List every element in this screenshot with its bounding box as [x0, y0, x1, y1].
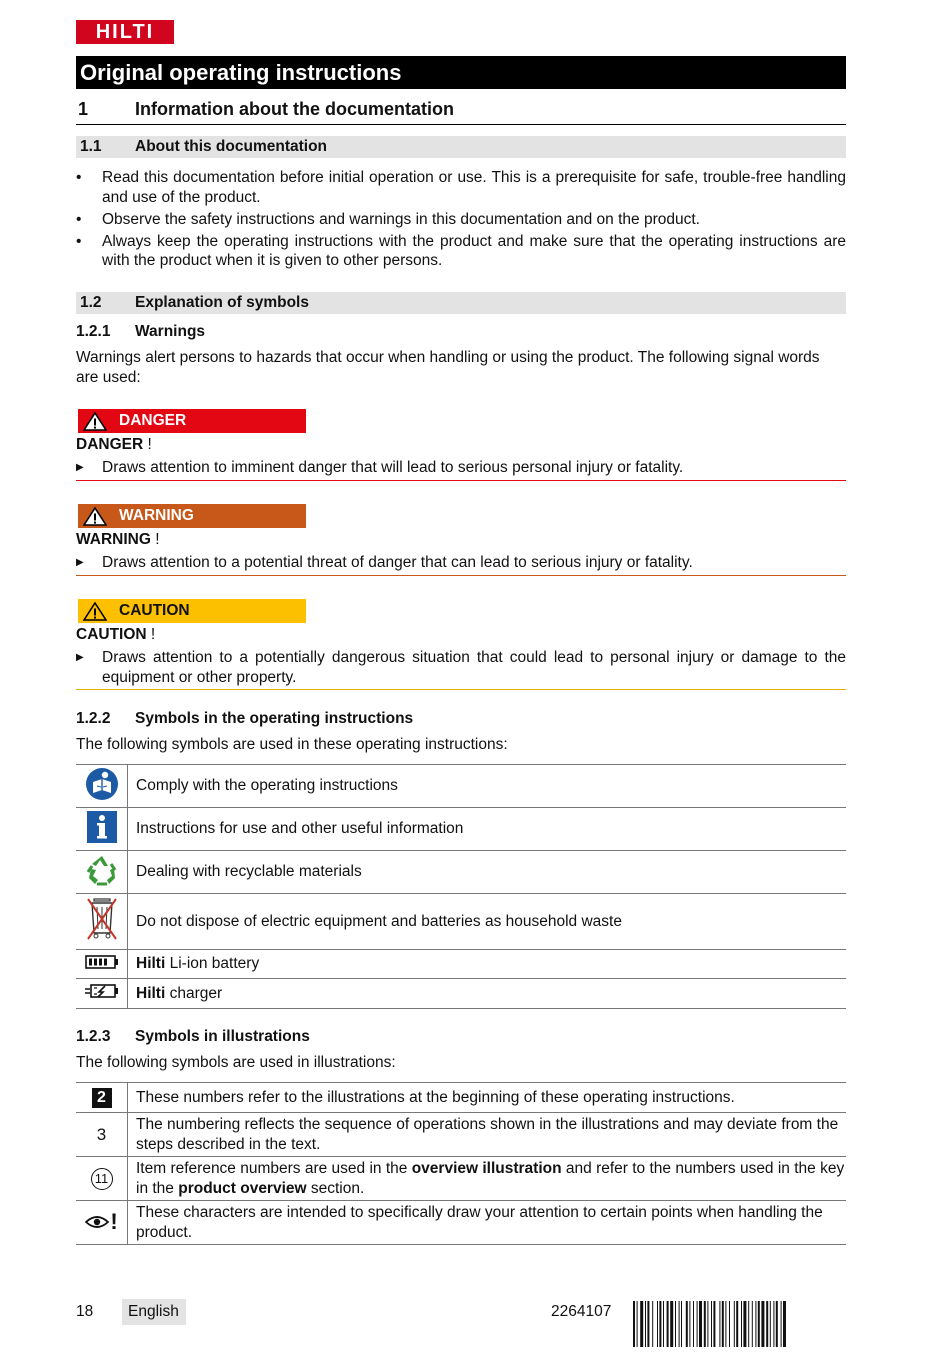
- danger-label: DANGER: [119, 412, 187, 429]
- symbols-table: [76, 764, 846, 1009]
- warning-label-box: [78, 504, 306, 528]
- danger-signal-word: [76, 436, 152, 454]
- list-item: • Observe the safety instructions and warnings in this documentation and on the product.: [76, 210, 846, 230]
- danger-label-box: [78, 409, 306, 433]
- section-number: 1.2.1: [76, 323, 111, 340]
- section-title: About this documentation: [135, 138, 328, 155]
- symbol-description: Dealing with recyclable materials: [128, 851, 847, 894]
- section-1-2-1-heading: [76, 323, 846, 343]
- caution-rule: [76, 689, 846, 690]
- signal-word: CAUTION: [76, 626, 147, 643]
- table-row: [76, 950, 846, 979]
- symbol-cell: [76, 894, 128, 950]
- exclamation: !: [143, 436, 152, 453]
- section-number: 1.2.2: [76, 710, 111, 727]
- section-1-2-2-heading: [76, 710, 846, 730]
- warning-rule: [76, 575, 846, 576]
- section-1-2-3-heading: [76, 1028, 846, 1048]
- illustration-symbols-intro: The following symbols are used in illustrations:: [76, 1054, 396, 1071]
- section-title: Information about the documentation: [135, 99, 454, 119]
- table-row: [76, 851, 846, 894]
- danger-rule: [76, 480, 846, 481]
- description-text: Draws attention to a potential threat of danger that can lead to serious injury or fatality.: [102, 554, 693, 571]
- warning-description: [76, 553, 846, 573]
- warning-triangle-icon: [83, 507, 107, 526]
- section-1-1-heading: [76, 136, 846, 158]
- caution-label-box: [78, 599, 306, 623]
- charger-icon: [84, 982, 120, 1000]
- warning-triangle-icon: [83, 412, 107, 431]
- document-number: 2264107: [551, 1303, 612, 1320]
- battery-icon: [85, 954, 119, 970]
- eye-attention-icon: [85, 1211, 117, 1233]
- boxed-number-icon: 2: [92, 1088, 112, 1108]
- symbols-intro: The following symbols are used in these operating instructions:: [76, 736, 508, 753]
- plain-number-icon: 3: [96, 1124, 107, 1144]
- caution-signal-word: [76, 626, 155, 644]
- description-text: Draws attention to a potentially dangerous situation that could lead to personal injury or damage to the equipment or other property.: [102, 649, 846, 686]
- bold-term: product overview: [178, 1179, 307, 1197]
- symbol-description: The numbering reflects the sequence of operations shown in the illustrations and may deviate from the steps described in the text.: [128, 1113, 847, 1157]
- circled-number-icon: 11: [91, 1168, 113, 1190]
- signal-word: DANGER: [76, 436, 144, 453]
- table-row: [76, 1113, 846, 1157]
- symbol-description: Comply with the operating instructions: [128, 765, 847, 808]
- symbol-cell: [76, 1113, 128, 1157]
- language-label: English: [128, 1303, 179, 1320]
- description-text: Draws attention to imminent danger that will lead to serious personal injury or fatality.: [102, 459, 684, 476]
- bullet-list: [76, 168, 846, 273]
- warnings-intro: Warnings alert persons to hazards that occur when handling or using the product. The following signal words are used:: [76, 349, 820, 386]
- warning-label: WARNING: [119, 507, 194, 524]
- section-number: 1.1: [80, 138, 102, 155]
- brand-name: Hilti: [136, 984, 166, 1002]
- eye-icon: [85, 1215, 109, 1229]
- signal-word: WARNING: [76, 531, 151, 548]
- symbol-cell: [76, 1157, 128, 1201]
- exclamation-mark: !: [110, 1209, 118, 1234]
- section-title: Warnings: [135, 323, 206, 340]
- hilti-logo: HILTI: [76, 20, 174, 44]
- document-title: Original operating instructions: [76, 56, 846, 89]
- list-item: • Read this documentation before initial operation or use. This is a prerequisite for safe, trouble-free handling and use of the product.: [76, 168, 846, 207]
- symbol-cell: [76, 979, 128, 1009]
- item-text: charger: [165, 984, 223, 1002]
- manual-icon: [85, 767, 119, 801]
- section-1-2-heading: [76, 292, 846, 314]
- table-row: [76, 979, 846, 1009]
- warning-signal-word: [76, 531, 160, 549]
- warning-triangle-icon: [83, 602, 107, 621]
- item-text: Item reference numbers are used in the: [136, 1160, 412, 1177]
- barcode-icon: [633, 1301, 846, 1347]
- page-number: 18: [76, 1303, 94, 1320]
- recycle-icon: [85, 854, 119, 886]
- arrow-bullet-icon: ▶: [76, 652, 84, 663]
- table-row: [76, 765, 846, 808]
- symbol-description: These characters are intended to specifically draw your attention to certain points when handling the product.: [128, 1201, 847, 1245]
- brand-name: Hilti: [136, 955, 166, 973]
- exclamation: !: [150, 531, 160, 548]
- caution-description: [76, 648, 846, 687]
- symbol-description: [128, 950, 847, 979]
- section-1-heading: [76, 96, 846, 125]
- section-number: 1: [78, 99, 89, 119]
- symbol-description: These numbers refer to the illustrations at the beginning of these operating instructions.: [128, 1083, 847, 1113]
- table-row: [76, 894, 846, 950]
- symbol-cell: [76, 808, 128, 851]
- exclamation: !: [146, 626, 156, 643]
- symbol-cell: [76, 950, 128, 979]
- info-icon: [87, 811, 117, 843]
- section-number: 1.2: [80, 294, 102, 311]
- arrow-bullet-icon: ▶: [76, 557, 84, 568]
- section-number: 1.2.3: [76, 1028, 111, 1045]
- list-item: • Always keep the operating instructions with the product and make sure that the operating instructions are with the product when it is given to other persons.: [76, 232, 846, 271]
- item-text: Li-ion battery: [165, 955, 260, 973]
- danger-description: [76, 458, 846, 478]
- symbol-cell: [76, 1083, 128, 1113]
- arrow-bullet-icon: ▶: [76, 462, 84, 473]
- language-badge: [122, 1299, 186, 1325]
- section-title: Symbols in illustrations: [135, 1028, 310, 1045]
- item-text: section.: [306, 1179, 365, 1197]
- table-row: [76, 1201, 846, 1245]
- table-row: [76, 808, 846, 851]
- symbol-cell: [76, 851, 128, 894]
- symbol-description: [128, 979, 847, 1009]
- table-row: [76, 1157, 846, 1201]
- symbol-description: Do not dispose of electric equipment and batteries as household waste: [128, 894, 847, 950]
- illustration-symbols-table: [76, 1082, 846, 1245]
- table-row: [76, 1083, 846, 1113]
- symbol-cell: [76, 765, 128, 808]
- symbol-cell: [76, 1201, 128, 1245]
- item-text: and refer to the numbers used in the key in the: [136, 1160, 845, 1197]
- symbol-description: [128, 1157, 847, 1201]
- section-title: Symbols in the operating instructions: [135, 710, 414, 727]
- symbol-description: Instructions for use and other useful information: [128, 808, 847, 851]
- caution-label: CAUTION: [119, 602, 190, 619]
- crossed-bin-icon: [85, 895, 119, 943]
- bold-term: overview illustration: [411, 1160, 562, 1177]
- section-title: Explanation of symbols: [135, 294, 309, 311]
